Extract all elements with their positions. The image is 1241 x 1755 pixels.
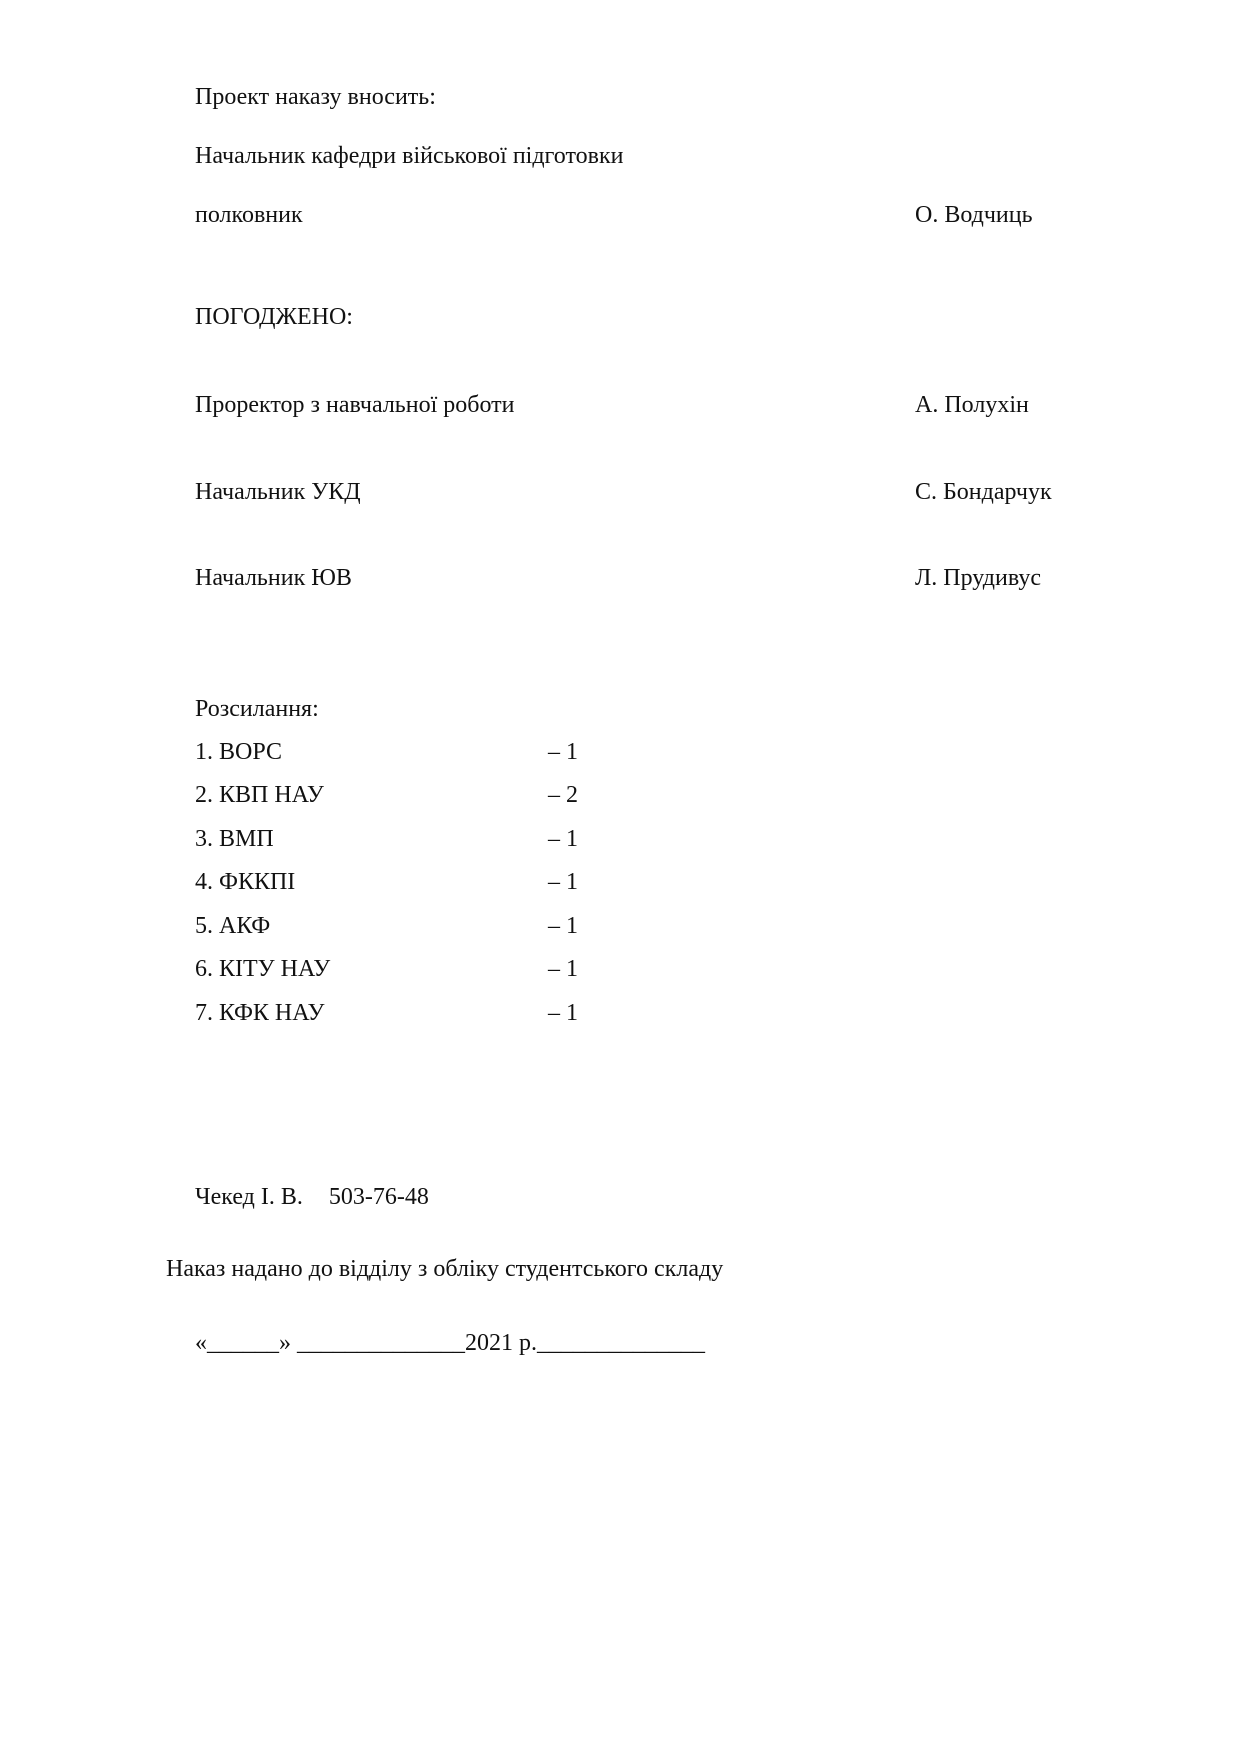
distribution-recipient: 2. КВП НАУ — [195, 782, 324, 808]
distribution-count: – 1 — [548, 1000, 578, 1026]
approver-name: Л. Прудивус — [915, 565, 1041, 591]
distribution-recipient: 6. КІТУ НАУ — [195, 956, 331, 982]
approver-position: Начальник УКД — [195, 479, 361, 505]
contact-line — [195, 1182, 429, 1212]
approval-heading: ПОГОДЖЕНО: — [195, 304, 353, 330]
distribution-recipient: 3. ВМП — [195, 826, 274, 852]
distribution-heading: Розсилання: — [195, 696, 319, 722]
distribution-count: – 1 — [548, 869, 578, 895]
date-line: «______» ______________2021 р.______________ — [195, 1330, 705, 1356]
distribution-recipient: 7. КФК НАУ — [195, 1000, 325, 1026]
distribution-item — [195, 954, 615, 984]
distribution-count: – 2 — [548, 782, 578, 808]
submission-intro: Проект наказу вносить: — [195, 84, 436, 110]
distribution-item — [195, 998, 615, 1028]
distribution-count: – 1 — [548, 826, 578, 852]
distribution-item — [195, 867, 615, 897]
distribution-item — [195, 780, 615, 810]
approver-name: С. Бондарчук — [915, 479, 1052, 505]
submitter-name: О. Водчиць — [915, 202, 1033, 228]
distribution-recipient: 5. АКФ — [195, 913, 271, 939]
approver-position: Начальник ЮВ — [195, 565, 352, 591]
submitter-position: Начальник кафедри військової підготовки — [195, 143, 624, 169]
distribution-recipient: 1. ВОРС — [195, 739, 282, 765]
distribution-count: – 1 — [548, 913, 578, 939]
submitter-rank: полковник — [195, 202, 303, 228]
distribution-count: – 1 — [548, 739, 578, 765]
distribution-item — [195, 824, 615, 854]
footer-note: Наказ надано до відділу з обліку студентського складу — [166, 1256, 724, 1282]
contact-phone: 503-76-48 — [328, 1184, 429, 1210]
approver-position: Проректор з навчальної роботи — [195, 392, 515, 418]
distribution-item — [195, 737, 615, 767]
distribution-count: – 1 — [548, 956, 578, 982]
distribution-item — [195, 911, 615, 941]
approver-name: А. Полухін — [915, 392, 1029, 418]
contact-name: Чекед І. В. — [195, 1184, 303, 1210]
distribution-recipient: 4. ФККПІ — [195, 869, 296, 895]
